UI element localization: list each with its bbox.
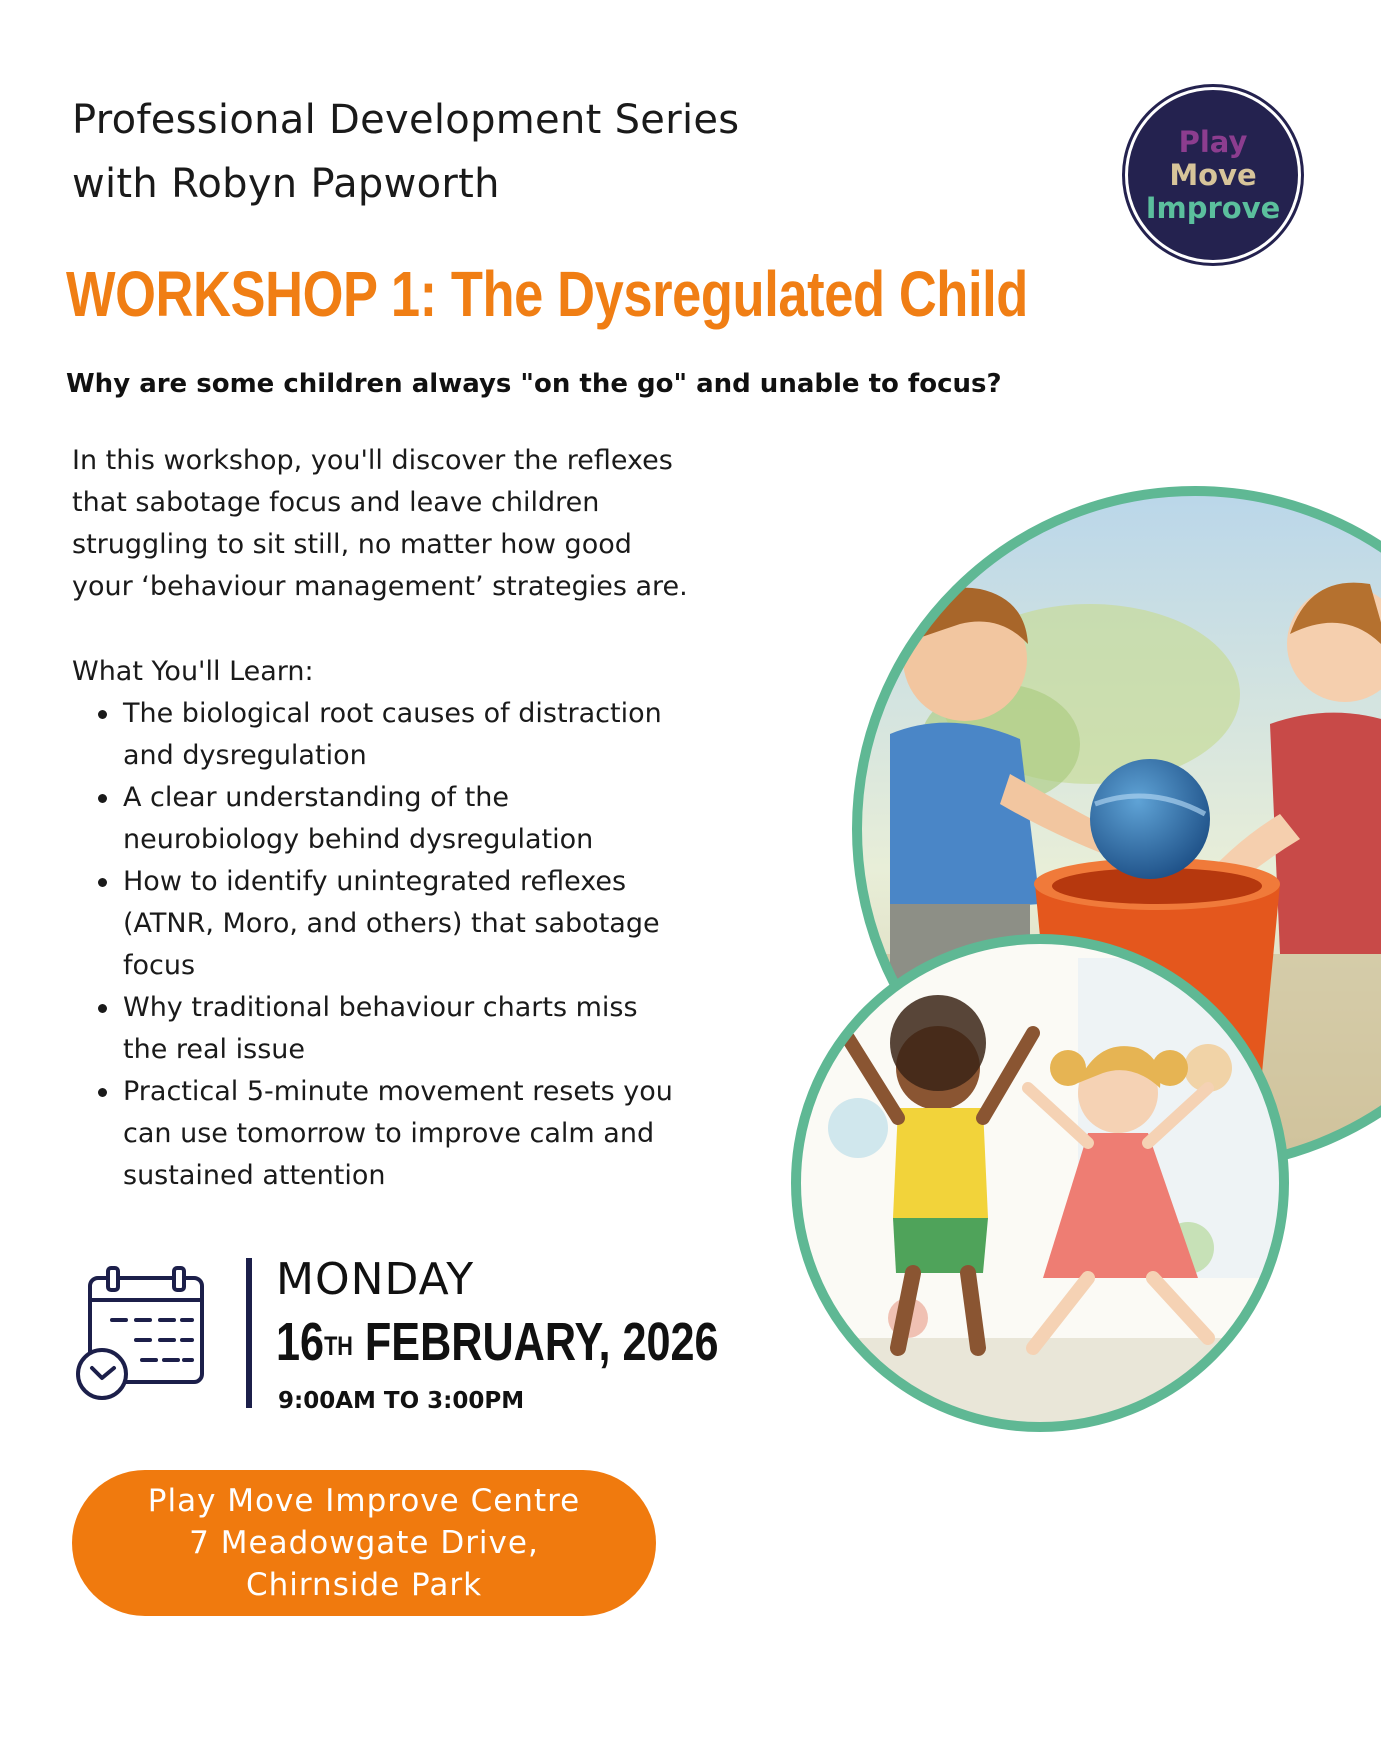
play-move-improve-logo — [1125, 87, 1301, 263]
list-item — [72, 693, 772, 777]
illustration-children-jumping — [788, 918, 1292, 1448]
date-divider — [246, 1258, 252, 1408]
event-date-month-year: FEBRUARY, 2026 — [352, 1312, 719, 1372]
list-item-line: The biological root causes of distraction — [123, 698, 662, 729]
learn-list — [72, 693, 772, 1197]
calendar-clock-icon — [72, 1262, 212, 1412]
venue-line-2: 7 Meadowgate Drive, — [189, 1525, 539, 1561]
workshop-question: Why are some children always "on the go" and unable to focus? — [66, 369, 1002, 399]
list-item-line: focus — [123, 950, 196, 981]
list-item-line: (ATNR, Moro, and others) that sabotage — [123, 908, 660, 939]
venue-line-3: Chirnside Park — [245, 1567, 483, 1603]
venue-line-1: Play Move Improve Centre — [147, 1483, 581, 1519]
venue-badge — [72, 1470, 656, 1616]
intro-line: struggling to sit still, no matter how good — [72, 529, 632, 560]
list-item — [72, 861, 772, 987]
event-date-suffix: TH — [324, 1331, 353, 1361]
intro-line: your ‘behaviour management’ strategies are. — [72, 571, 688, 602]
event-date — [276, 1309, 719, 1375]
intro-line: that sabotage focus and leave children — [72, 487, 600, 518]
event-time: 9:00AM TO 3:00PM — [278, 1388, 525, 1414]
list-item — [72, 777, 772, 861]
event-day: MONDAY — [276, 1254, 475, 1305]
intro-paragraph — [72, 440, 792, 608]
list-item — [72, 987, 772, 1071]
event-date-number: 16 — [276, 1312, 325, 1372]
list-item-line: sustained attention — [123, 1160, 386, 1191]
learn-heading: What You'll Learn: — [72, 656, 314, 687]
logo-word-play: Play — [1178, 124, 1248, 159]
list-item-line: Practical 5-minute movement resets you — [123, 1076, 673, 1107]
list-item — [72, 1071, 772, 1197]
workshop-title: WORKSHOP 1: The Dysregulated Child — [66, 258, 1028, 330]
list-item-line: neurobiology behind dysregulation — [123, 824, 594, 855]
series-title — [72, 88, 912, 216]
list-item-line: A clear understanding of the — [123, 782, 510, 813]
list-item-line: can use tomorrow to improve calm and — [123, 1118, 655, 1149]
series-title-line-1: Professional Development Series — [72, 97, 740, 143]
list-item-line: Why traditional behaviour charts miss — [123, 992, 638, 1023]
list-item-line: and dysregulation — [123, 740, 367, 771]
series-title-line-2: with Robyn Papworth — [72, 161, 500, 207]
logo-word-improve: Improve — [1145, 190, 1281, 225]
intro-line: In this workshop, you'll discover the reflexes — [72, 445, 673, 476]
list-item-line: the real issue — [123, 1034, 305, 1065]
list-item-line: How to identify unintegrated reflexes — [123, 866, 627, 897]
logo-word-move: Move — [1169, 157, 1257, 192]
